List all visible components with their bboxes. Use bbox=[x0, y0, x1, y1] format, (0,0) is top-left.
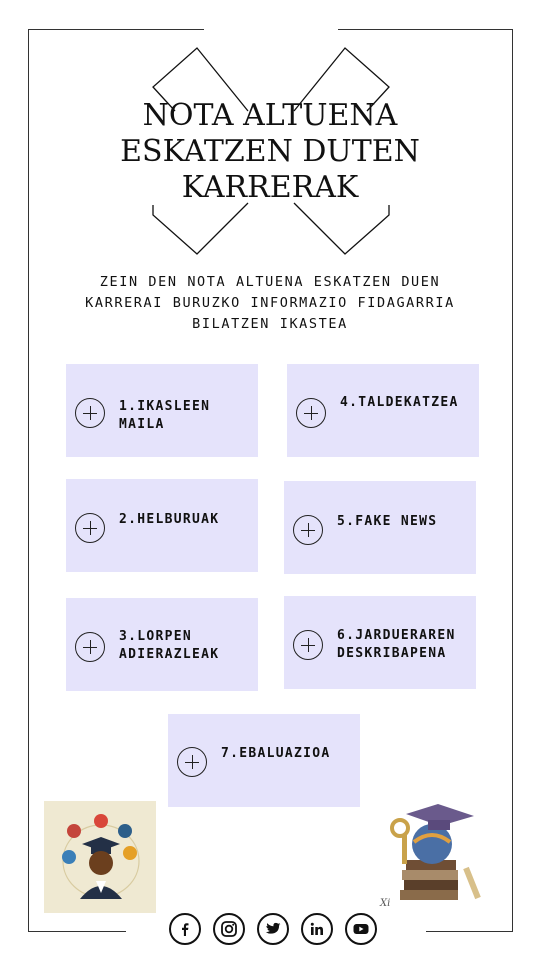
frame-top-right bbox=[338, 29, 512, 30]
twitter-icon[interactable] bbox=[257, 913, 289, 945]
frame-right bbox=[512, 29, 513, 931]
card-helburuak[interactable] bbox=[66, 479, 258, 572]
card-lorpen-adierazleak[interactable] bbox=[66, 598, 258, 691]
plus-circle-icon[interactable] bbox=[75, 398, 105, 428]
instagram-icon[interactable] bbox=[213, 913, 245, 945]
card-label: 7.EBALUAZIOA bbox=[221, 746, 331, 761]
books-key-illustration bbox=[378, 798, 486, 914]
plus-circle-icon[interactable] bbox=[75, 632, 105, 662]
card-ebaluazioa[interactable] bbox=[168, 714, 360, 807]
title-line-2: ESKATZEN DUTEN bbox=[120, 134, 420, 169]
frame-bottom-left bbox=[28, 931, 126, 932]
card-ikasleen-maila[interactable] bbox=[66, 364, 258, 457]
card-label: 5.FAKE NEWS bbox=[337, 514, 438, 529]
svg-text:Xi: Xi bbox=[380, 898, 391, 909]
card-label: 1.IKASLEEN MAILA bbox=[119, 399, 211, 432]
card-label: 6.JARDUERAREN DESKRIBAPENA bbox=[337, 628, 456, 661]
youtube-icon[interactable] bbox=[345, 913, 377, 945]
plus-circle-icon[interactable] bbox=[177, 747, 207, 777]
frame-top-left bbox=[28, 29, 204, 30]
plus-circle-icon[interactable] bbox=[75, 513, 105, 543]
frame-bottom-right bbox=[426, 931, 513, 932]
card-label: 2.HELBURUAK bbox=[119, 512, 220, 527]
title-line-3: KARRERAK bbox=[181, 170, 359, 205]
card-taldekatzea[interactable] bbox=[287, 364, 479, 457]
plus-circle-icon[interactable] bbox=[293, 630, 323, 660]
card-label: 3.LORPEN ADIERAZLEAK bbox=[119, 629, 220, 662]
page-subtitle bbox=[60, 272, 480, 335]
plus-circle-icon[interactable] bbox=[296, 398, 326, 428]
page-title bbox=[100, 98, 440, 206]
title-line-1: NOTA ALTUENA bbox=[142, 98, 398, 133]
subtitle-line-2: KARRERAI BURUZKO INFORMAZIO FIDAGARRIA bbox=[85, 295, 455, 311]
plus-circle-icon[interactable] bbox=[293, 515, 323, 545]
subtitle-line-1: ZEIN DEN NOTA ALTUENA ESKATZEN DUEN bbox=[99, 274, 441, 290]
subtitle-line-3: BILATZEN IKASTEA bbox=[192, 316, 348, 332]
frame-left bbox=[28, 29, 29, 931]
card-label: 4.TALDEKATZEA bbox=[340, 395, 459, 410]
facebook-icon[interactable] bbox=[169, 913, 201, 945]
graduate-student-illustration bbox=[44, 801, 156, 913]
linkedin-icon[interactable] bbox=[301, 913, 333, 945]
card-fake-news[interactable] bbox=[284, 481, 476, 574]
card-jardueraren-deskribapena[interactable] bbox=[284, 596, 476, 689]
